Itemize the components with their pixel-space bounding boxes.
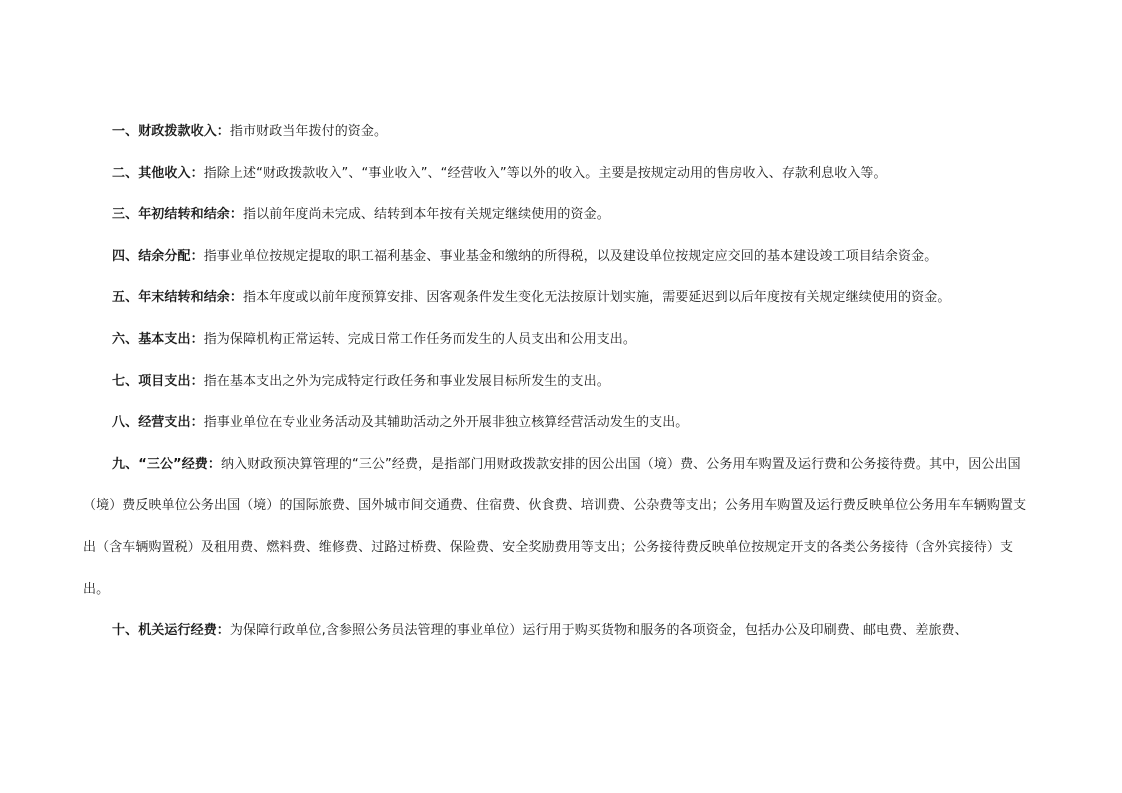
term-heading: 十、机关运行经费：: [112, 623, 230, 639]
term-definition: 指市财政当年拨付的资金。: [229, 124, 388, 139]
term-definition: 为保障行政单位,含参照公务员法管理的事业单位）运行用于购买货物和服务的各项资金，包括办公及印刷费、邮电费、差旅费、: [229, 623, 968, 639]
paragraph-5: [83, 277, 1033, 319]
term-heading: 六、基本支出：: [112, 331, 204, 347]
paragraph-7: [83, 361, 1033, 403]
paragraph-1: [83, 111, 1033, 153]
term-heading: 四、结余分配：: [112, 248, 204, 264]
term-definition: 指在基本支出之外为完成特定行政任务和事业发展目标所发生的支出。: [203, 373, 610, 389]
paragraph-9: [83, 444, 1033, 610]
paragraph-3: [83, 194, 1033, 236]
document-body: [83, 111, 1033, 652]
paragraph-10: [83, 610, 1033, 652]
term-heading: 三、年初结转和结余：: [112, 207, 244, 223]
term-heading: 五、年末结转和结余：: [112, 290, 244, 306]
term-definition: 指事业单位按规定提取的职工福利基金、事业基金和缴纳的所得税，以及建设单位按规定应交回的基本建设竣工项目结余资金。: [203, 248, 938, 264]
term-definition: 指事业单位在专业业务活动及其辅助活动之外开展非独立核算经营活动发生的支出。: [203, 415, 689, 431]
term-heading: 一、财政拨款收入：: [112, 124, 230, 139]
paragraph-6: [83, 319, 1033, 361]
paragraph-8: [83, 402, 1033, 444]
term-definition: 指除上述“财政拨款收入”、“事业收入”、“经营收入”等以外的收入。主要是按规定动用的售房收入、存款利息收入等。: [203, 165, 887, 181]
term-heading: 七、项目支出：: [112, 373, 204, 389]
term-definition: 指以前年度尚未完成、结转到本年按有关规定继续使用的资金。: [243, 207, 610, 223]
term-heading: 八、经营支出：: [112, 415, 204, 431]
term-heading: 二、其他收入：: [112, 165, 204, 181]
term-definition: 指为保障机构正常运转、完成日常工作任务而发生的人员支出和公用支出。: [203, 331, 637, 347]
term-definition: 纳入财政预决算管理的“三公”经费，是指部门用财政拨款安排的因公出国（境）费、公务用车购置及运行费和公务接待费。其中，因公出国（境）费反映单位公务出国（境）的国际旅费、国外城市间交通费、住宿费、伙食费、培训费、公杂费等支出；公务用车购置及运行费反映单位公务用车车辆购置支出（含车辆购置税）及租用费、燃料费、维修费、过路过桥费、保险费、安全奖励费用等支出；公务接待费反映单位按规定开支的各类公务接待（含外宾接待）支出。: [83, 456, 1027, 597]
paragraph-2: [83, 153, 1033, 195]
term-definition: 指本年度或以前年度预算安排、因客观条件发生变化无法按原计划实施，需要延迟到以后年度按有关规定继续使用的资金。: [243, 290, 951, 306]
term-heading: 九、“三公”经费：: [112, 456, 221, 472]
paragraph-4: [83, 236, 1033, 278]
